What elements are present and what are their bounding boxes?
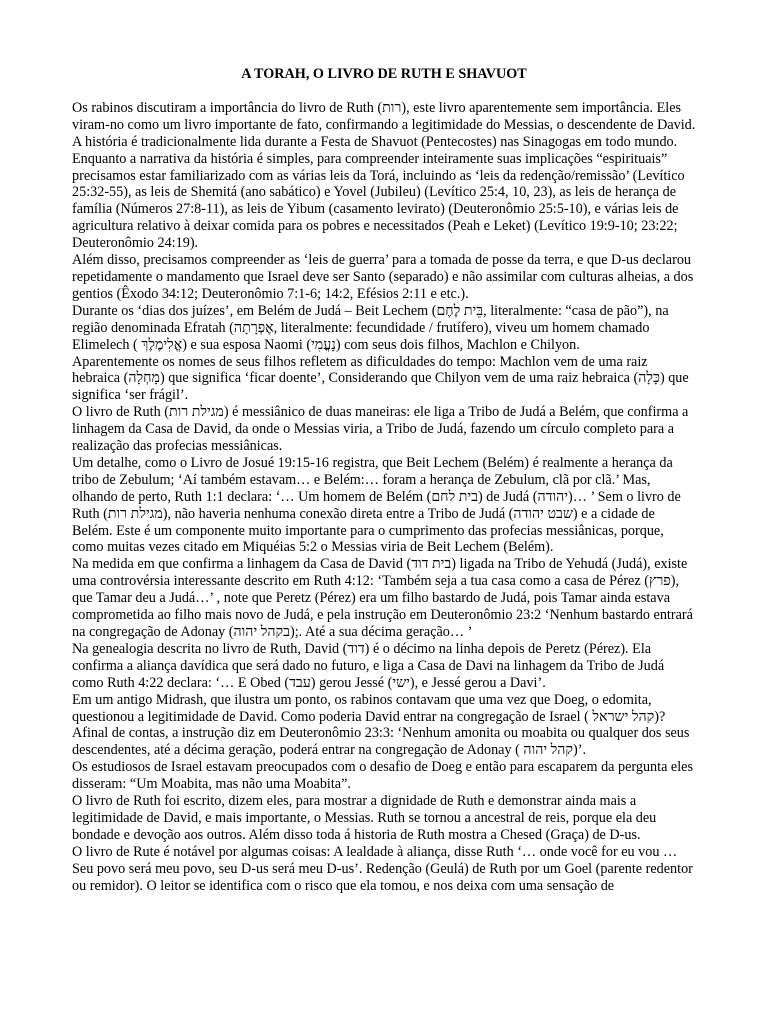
paragraph-narrative-laws: Enquanto a narrativa da história é simples, para compreender inteiramente suas implicações “espirituais” precisamos estar familiarizado com as várias leis da Torá, incluindo as ‘leis da redenção/remissão’ (Levítico 25:32-55), as leis de Shemitá (ano sabático) e Yovel (Jubileu) (Levítico 25:4, 10, 23), as leis de herança de família (Números 27:8-11), as leis de Yibum (casamento levirato) (Deuteronômio 25:5-10), e várias leis de agricultura relativo à deixar comida para os pobres e necessitados (Peah e Leket) (Levítico 19:9-10; 23:22; Deuteronômio 24:19). — [72, 150, 685, 252]
paragraph-scholars: Os estudiosos de Israel estavam preocupados com o desafio de Doeg e então para escaparem da pergunta eles disseram: “Um Moabita, mas não uma Moabita”. — [72, 759, 693, 793]
paragraph-beit-lechem: Um detalhe, como o Livro de Josué 19:15-16 registra, que Beit Lechem (Belém) é realmente a herança da tribo de Zebulum; ‘Aí também estavam… e Belém:… foram a herança de Zebulum, clã por clã.’ Mas, olhando de perto, Ruth 1:1 declara: ‘… Um homem de Belém (בית לחם) de Judá (יהודה)… ’ Sem o livro de Ruth (מגילת רות), não haveria nenhuma conexão direta entre a Tribo de Judá (שבט יהודה) e a cidade de Belém. Este é um componente muito importante para o cumprimento das profecias messiânicas, porque, como muitas vezes citado em Miquéias 5:2 o Messias viria de Beit Lechem (Belém). — [72, 454, 681, 556]
document-title: A TORAH, O LIVRO DE RUTH E SHAVUOT — [241, 66, 527, 82]
paragraph-genealogy: Na genealogia descrita no livro de Ruth, David (דוד) é o décimo na linha depois de Peretz (Pérez). Ela confirma a aliança davídica que será dado no futuro, e liga a Casa de Davi na linhagem da Tribo de Judá como Ruth 4:22 declara: ‘… E Obed (עבד) gerou Jessé (ישי), e Jessé gerou a Davi’. — [72, 640, 665, 691]
paragraph-sons-names: Aparentemente os nomes de seus filhos refletem as dificuldades do tempo: Machlon vem de uma raiz hebraica (מָחְלָה) que significa ‘ficar doente’, Considerando que Chilyon vem de uma raiz hebraica (כָּלָה) que significa ‘ser frágil’. — [72, 353, 689, 404]
paragraph-messianic: O livro de Ruth (מגילת רות) é messiânico de duas maneiras: ele liga a Tribo de Judá a Belém, que confirma a linhagem da Casa de David, da onde o Messias viria, a Tribo de Judá, fazendo um círculo completo para a realização das profecias messiânicas. — [72, 404, 689, 455]
paragraph-notable-things: O livro de Rute é notável por algumas coisas: A lealdade à aliança, disse Ruth ‘… onde você for eu vou … Seu povo será meu povo, seu D-us será meu D-us’. Redenção (Geulá) de Ruth por um Goel (parente redentor ou remidor). O leitor se identifica com o risco que ela tomou, e nos deixa com uma sensação de — [72, 843, 693, 894]
paragraph-dignity-of-ruth: O livro de Ruth foi escrito, dizem eles, para mostrar a dignidade de Ruth e demonstrar ainda mais a legitimidade de David, e mais importante, o Messias. Ruth se tornou a ancestral de reis, porque ela deu bondade e devoção aos outros. Além disso toda á historia de Ruth mostra a Chesed (Graça) de D-us. — [72, 793, 657, 843]
paragraph-laws-of-war: Além disso, precisamos compreender as ‘leis de guerra’ para a tomada de posse da terra, e que D-us declarou repetidamente o mandamento que Israel deve ser Santo (separado) e não assimilar com culturas alheias, a dos gentios (Êxodo 34:12; Deuteronômio 7:1-6; 14:2, Efésios 2:11 e etc.). — [72, 252, 694, 302]
paragraph-intro: Os rabinos discutiram a importância do livro de Ruth (רות), este livro aparentemente sem importância. Eles viram-no como um livro importante de fato, confirmando a legitimidade do Messias, o descendente de David. A história é tradicionalmente lida durante a Festa de Shavuot (Pentecostes) nas Sinagogas em todo mundo. — [72, 99, 696, 150]
paragraph-midrash: Em um antigo Midrash, que ilustra um ponto, os rabinos contavam que uma vez que Doeg, o edomita, questionou a legitimidade de David. Como poderia David entrar na congregação de Israel ( קהל ישראל)? Afinal de contas, a instrução diz em Deuteronômio 23:3: ‘Nenhum amonita ou moabita ou qualquer dos seus descendentes, até a décima geração, poderá entrar na congregação de Adonay ( קהל יהוה)’. — [72, 691, 690, 759]
document-page — [72, 66, 696, 895]
paragraph-days-of-judges: Durante os ‘dias dos juízes’, em Belém de Judá – Beit Lechem (בֵּית לֶחֶם, literalmente: “casa de pão”), na região denominada Efratah (אֶפְרָתָה, literalmente: fecundidade / frutífero), viveu um homem chamado Elimelech ( אֱלִימֶלֶךְ) e sua esposa Naomi (נָעֳמִי) com seus dois filhos, Machlon e Chilyon. — [72, 302, 669, 353]
paragraph-house-of-david: Na medida em que confirma a linhagem da Casa de David (בית דוד) ligada na Tribo de Yehudá (Judá), existe uma controvérsia interessante descrito em Ruth 4:12: ‘Também seja a tua casa como a casa de Pérez (פרץ), que Tamar deu a Judá…’ , note que Peretz (Pérez) era um filho bastardo de Judá, pois Tamar ainda estava comprometida ao filho mais novo de Judá, e pela instrução em Deuteronômio 23:2 ‘Nenhum bastardo entrará na congregação de Adonay (בקהל יהוה);. Até a sua décima geração… ’ — [72, 556, 693, 640]
